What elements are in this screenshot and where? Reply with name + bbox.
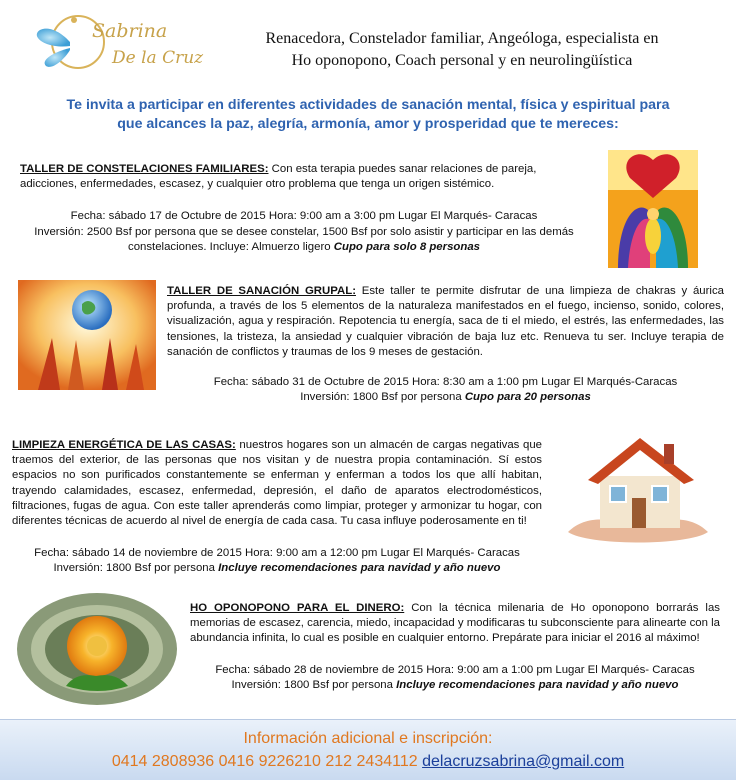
section-body: Con esta terapia puedes sanar relaciones de pareja, adicciones, enfermedades, escasez, y cualquier otro problema que tenga un origen sistémico.	[20, 163, 537, 191]
section-note: Cupo para solo 8 personas	[333, 240, 480, 253]
earth-hands-image	[18, 280, 156, 390]
section-title: HO OPONOPONO PARA EL DINERO:	[190, 602, 405, 614]
section-limpieza	[12, 438, 542, 529]
invite-heading	[40, 96, 696, 134]
section-hooponopono	[190, 601, 720, 647]
email-link[interactable]: delacruzsabrina@gmail.com	[422, 753, 625, 770]
logo-line1: Sabrina	[92, 20, 168, 42]
flower-money-image	[16, 590, 178, 708]
tagline	[222, 28, 702, 72]
heart-angels-image	[608, 150, 698, 268]
section-note: Incluye recomendaciones para navidad y año nuevo	[218, 562, 501, 575]
invite-line2: que alcances la paz, alegría, armonía, amor y prosperidad que te mereces:	[117, 116, 619, 132]
section-title: TALLER DE CONSTELACIONES FAMILIARES:	[20, 163, 269, 175]
invite-line1: Te invita a participar en diferentes actividades de sanación mental, física y espiritual para	[66, 97, 670, 113]
section-constelaciones	[20, 162, 588, 255]
tagline-line1: Renacedora, Constelador familiar, Angeóloga, especialista en	[265, 30, 659, 47]
section-title: TALLER DE SANACIÓN GRUPAL:	[167, 285, 356, 297]
house-hands-image	[548, 420, 726, 548]
section-date: Fecha: sábado 28 de noviembre de 2015 Hora: 9:00 am a 1:00 pm Lugar El Marqués- Caracas	[215, 664, 695, 676]
section-price: Inversión: 2500 Bsf por persona que se desee constelar, 1500 Bsf por solo asistir y participar en las demás constelaciones. Incluye: Almuerzo ligero	[34, 225, 574, 253]
section-note: Cupo para 20 personas	[464, 391, 591, 404]
footer-phones: 0414 2808936 0416 9226210 212 2434112	[111, 753, 423, 770]
footer-title: Información adicional e inscripción:	[243, 730, 493, 747]
section-title: LIMPIEZA ENERGÉTICA DE LAS CASAS:	[12, 439, 236, 451]
section-date: Fecha: sábado 17 de Octubre de 2015 Hora: 9:00 am a 3:00 pm Lugar El Marqués- Caracas	[70, 210, 538, 223]
section-price: Inversión: 1800 Bsf por persona	[300, 391, 465, 404]
logo-line2: De la Cruz	[112, 48, 204, 68]
section-sanacion-details	[167, 375, 724, 405]
section-hooponopono-details	[190, 663, 720, 693]
section-body: nuestros hogares son un almacén de cargas negativas que traemos del exterior, de las personas que nos visitan y de nuestra propia contaminación. Sí estos espacios no son purificados constantemente se enferman y enferman a todos los que allí habitan, trayendo calamidades, escasez, enfermedad, depresión, el daño de aparatos electrodomésticos, filtraciones, fugas de agua. Con este taller aprenderás como limpiar, proteger y armonizar tu hogar, con diferentes técnicas de acuerdo al nivel de energía de cada casa. Tu casa influye poderosamente en ti!	[12, 439, 543, 528]
section-date: Fecha: sábado 31 de Octubre de 2015 Hora: 8:30 am a 1:00 pm Lugar El Marqués-Caracas	[213, 376, 678, 388]
logo	[30, 8, 205, 83]
section-price: Inversión: 1800 Bsf por persona	[231, 679, 397, 692]
section-note: Incluye recomendaciones para navidad y año nuevo	[396, 679, 679, 692]
section-date: Fecha: sábado 14 de noviembre de 2015 Hora: 9:00 am a 12:00 pm Lugar El Marqués- Caracas	[34, 547, 520, 559]
section-price: Inversión: 1800 Bsf por persona	[53, 562, 219, 575]
tagline-line2: Ho oponopono, Coach personal y en neurolingüística	[291, 52, 633, 69]
section-sanacion	[167, 284, 724, 360]
footer	[0, 719, 736, 780]
section-body: Este taller te permite disfrutar de una limpieza de chakras y áurica profunda, a través de los 5 elementos de la naturaleza manifestados en el fuego, incienso, sonido, colores, visualización, agua y respiración. Repotencia tu energía, saca de ti el miedo, el estrés, las enfermedades, las tensiones, la tristeza, la ansiedad y cualquier vibración de baja luz etc. Renueva tu ser. Incluye terapia de sanación de conflictos y traumas de los 9 meses de gestación.	[167, 285, 724, 358]
section-body: Con la técnica milenaria de Ho oponopono borrarás las memorias de escasez, carencia, miedo, incapacidad y modificaras tu subconsciente para alinearte con la abundancia infinita, lo cual es posible en cualquier entorno. Prepárate para iniciar el 2016 al máximo!	[190, 602, 720, 645]
footer-contact	[0, 753, 736, 771]
section-limpieza-details	[12, 546, 542, 576]
